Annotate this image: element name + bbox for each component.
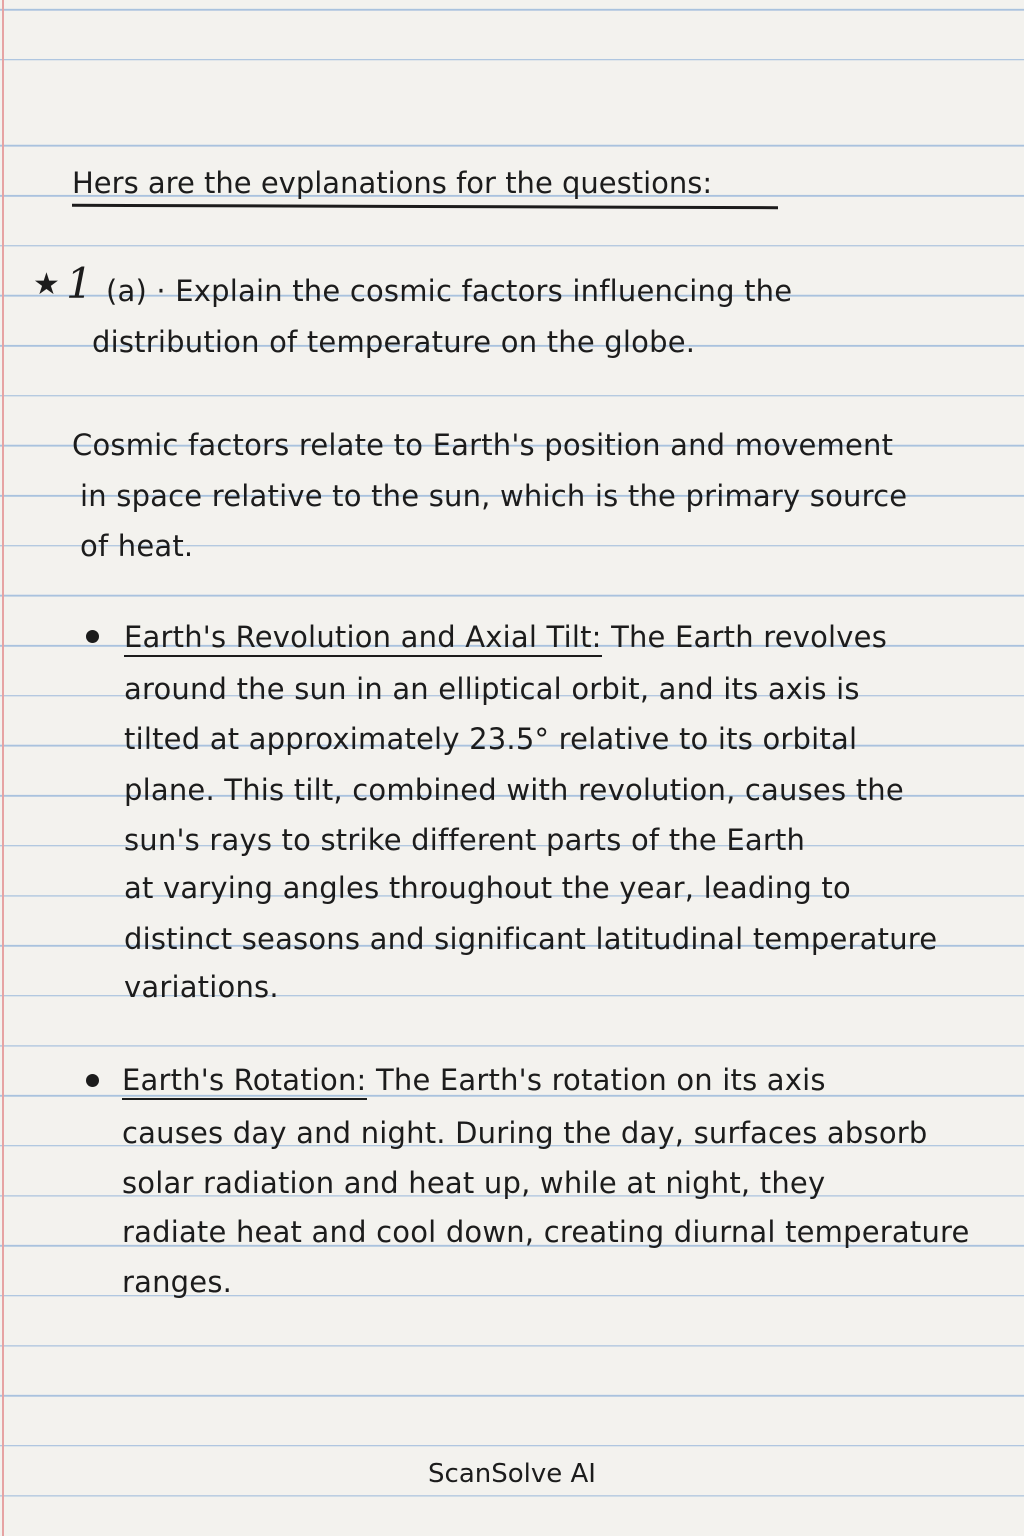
bullet-point-icon	[86, 1074, 99, 1087]
bullet-2-line: causes day and night. During the day, surfaces absorb	[122, 1116, 928, 1150]
bullet-1-line: tilted at approximately 23.5° relative to its orbital	[124, 722, 858, 756]
question-line-2: distribution of temperature on the globe.	[92, 325, 696, 359]
bullet-1-line: distinct seasons and significant latitudinal temperature	[124, 922, 938, 956]
bullet-2-first-text: The Earth's rotation on its axis	[375, 1063, 826, 1097]
bullet-2-line: radiate heat and cool down, creating diurnal temperature	[122, 1215, 970, 1249]
bullet-1-line: sun's rays to strike different parts of the Earth	[124, 823, 806, 857]
question-number: 1	[66, 259, 93, 308]
bullet-1-line: variations.	[124, 970, 279, 1004]
page-heading: Hers are the evplanations for the questions:	[72, 166, 713, 200]
footer-brand: ScanSolve AI	[428, 1459, 596, 1489]
intro-line-3: of heat.	[80, 529, 194, 563]
bullet-point-icon	[86, 630, 99, 643]
bullet-2-line: solar radiation and heat up, while at night, they	[122, 1166, 826, 1200]
bullet-2-first-line	[122, 1063, 826, 1100]
intro-line-2: in space relative to the sun, which is the primary source	[80, 479, 908, 513]
bullet-1-line: around the sun in an elliptical orbit, and its axis is	[124, 672, 860, 706]
bullet-1-term: Earth's Revolution and Axial Tilt:	[124, 620, 602, 657]
bullet-1-line: plane. This tilt, combined with revolution, causes the	[124, 773, 904, 807]
intro-line-1: Cosmic factors relate to Earth's position and movement	[72, 428, 894, 462]
bullet-2-term: Earth's Rotation:	[122, 1063, 367, 1100]
bullet-1-first-text: The Earth revolves	[611, 620, 888, 654]
bullet-1-first-line	[124, 620, 887, 657]
margin-line	[2, 0, 4, 1536]
bullet-1-line: at varying angles throughout the year, leading to	[124, 871, 851, 905]
star-icon: ★	[33, 267, 60, 302]
question-line-1: (a) · Explain the cosmic factors influencing the	[106, 274, 793, 308]
bullet-2-line: ranges.	[122, 1265, 233, 1299]
